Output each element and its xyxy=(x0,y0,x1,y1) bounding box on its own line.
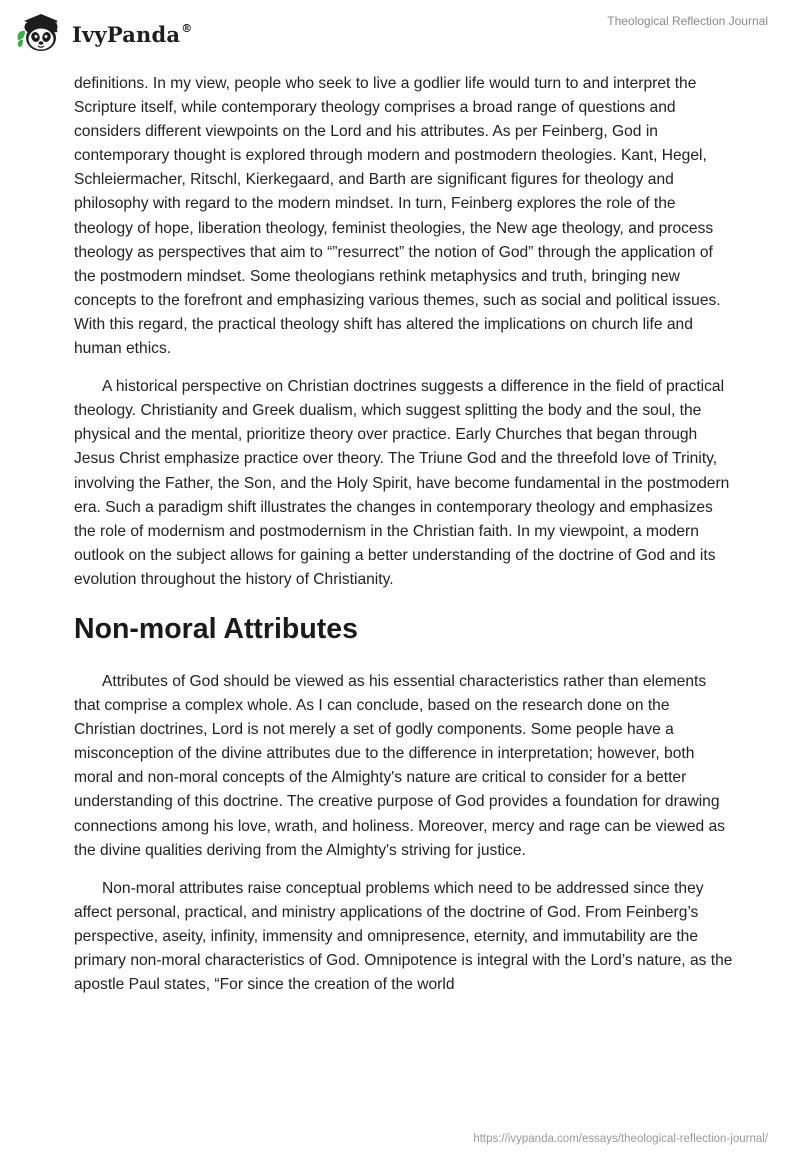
document-title: Theological Reflection Journal xyxy=(607,14,768,28)
panda-graduate-icon xyxy=(14,10,66,56)
paragraph-historical-perspective: A historical perspective on Christian doctrines suggests a difference in the field of practical theology. Christianity and Greek dualism, which suggest splitting the body and the soul, the physical and the mental, prioritize theory over practice. Early Churches that began through Jesus Christ emphasize practice over theory. The Triune God and the threefold love of Trinity, involving the Father, the Son, and the Holy Spirit, have become fundamental in the postmodern era. Such a paradigm shift illustrates the changes in contemporary theology and emphasizes the role of modernism and postmodernism in the Christian faith. In my viewpoint, a modern outlook on the subject allows for gaining a better understanding of the doctrine of God and its evolution throughout the history of Christianity. xyxy=(74,378,730,588)
essay-content xyxy=(74,72,734,1011)
section-heading: Non-moral Attributes xyxy=(74,612,358,645)
brand-name: IvyPanda® xyxy=(72,21,193,47)
registered-mark: ® xyxy=(181,21,193,35)
paragraph-non-moral: Non-moral attributes raise conceptual problems which need to be addressed since they affect personal, practical, and ministry applications of the doctrine of God. From Feinberg’s perspective, aseity, infinity, immensity and omnipresence, eternity, and immutability are the primary non-moral characteristics of God. Omnipotence is integral with the Lord’s nature, as the apostle Paul states, “For since the creation of the world xyxy=(74,879,733,994)
page-header xyxy=(0,0,800,70)
paragraph-attributes: Attributes of God should be viewed as his essential characteristics rather than elements that comprise a complex whole. As I can conclude, based on the research done on the Christian doctrines, Lord is not merely a set of godly components. Some people have a misconception of the divine attributes due to the difference in interpretation; however, both moral and non-moral concepts of the Almighty's nature are critical to consider for a better understanding of this doctrine. The creative purpose of God provides a foundation for drawing connections among his love, wrath, and holiness. Moreover, mercy and rage can be viewed as the divine qualities deriving from the Almighty's striving for justice. xyxy=(74,672,725,859)
paragraph-definitions: definitions. In my view, people who seek to live a godlier life would turn to and interpret the Scripture itself, while contemporary theology comprises a broad range of questions and considers different viewpoints on the Lord and his attributes. As per Feinberg, God in contemporary thought is explored through modern and postmodern theologies. Kant, Hegel, Schleiermacher, Ritschl, Kierkegaard, and Barth are significant figures for theology and philosophy with regard to the modern mindset. In turn, Feinberg explores the role of the theology of hope, liberation theology, feminist theologies, the New age theology, and process theology as perspectives that aim to “”resurrect” the notion of God” through the application of the postmodern mindset. Some theologians rethink metaphysics and truth, bringing new concepts to the forefront and emphasizing various themes, such as social and political issues. With this regard, the practical theology shift has altered the implications on church life and human ethics. xyxy=(74,75,721,358)
ivypanda-logo[interactable] xyxy=(14,10,192,56)
source-url[interactable]: https://ivypanda.com/essays/theological-reflection-journal/ xyxy=(473,1133,768,1145)
